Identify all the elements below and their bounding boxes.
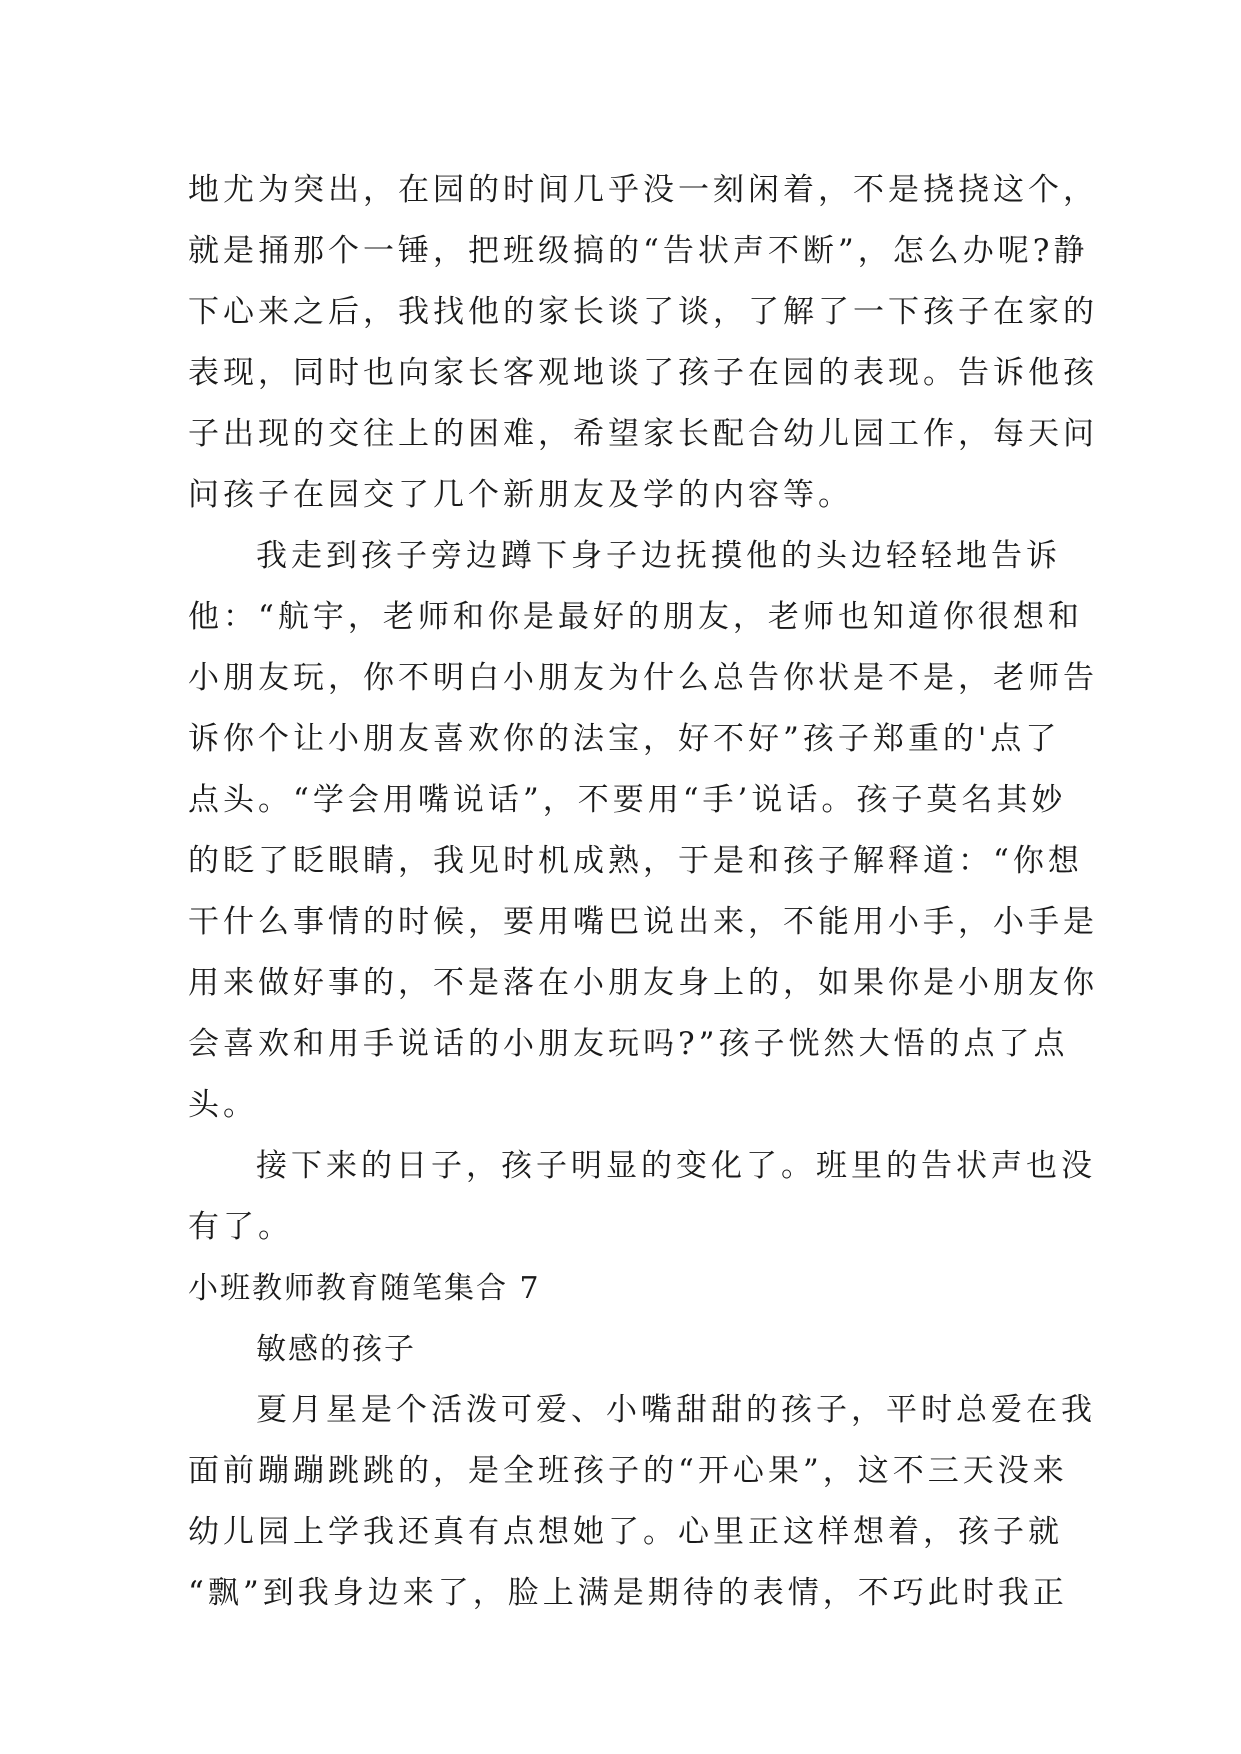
text-line: 他：“航宇，老师和你是最好的朋友，老师也知道你很想和 xyxy=(188,599,1083,635)
text-line: 头。 xyxy=(188,1087,258,1123)
section-heading: 小班教师教育随笔集合 7 xyxy=(188,1271,541,1306)
text-line: 诉你个让小朋友喜欢你的法宝，好不好”孩子郑重的'点了 xyxy=(188,721,1061,757)
text-line: 夏月星是个活泼可爱、小嘴甜甜的孩子，平时总爱在我 xyxy=(256,1392,1096,1428)
text-line: 小朋友玩，你不明白小朋友为什么总告你状是不是，老师告 xyxy=(188,660,1098,696)
text-line: 地尤为突出，在园的时间几乎没一刻闲着，不是挠挠这个， xyxy=(188,172,1098,208)
paragraph-4 xyxy=(188,1380,1096,1624)
paragraph-1 xyxy=(188,160,1098,526)
text-line: 接下来的日子，孩子明显的变化了。班里的告状声也没 xyxy=(256,1148,1096,1184)
text-line: 下心来之后，我找他的家长谈了谈，了解了一下孩子在家的 xyxy=(188,294,1098,330)
text-line: 表现，同时也向家长客观地谈了孩子在园的表现。告诉他孩 xyxy=(188,355,1098,391)
paragraph-3 xyxy=(188,1136,1096,1258)
text-line: 点头。“学会用嘴说话”，不要用“手’说话。孩子莫名其妙 xyxy=(188,782,1067,818)
text-line: 我走到孩子旁边蹲下身子边抚摸他的头边轻轻地告诉 xyxy=(256,538,1061,574)
text-line: 干什么事情的时候，要用嘴巴说出来，不能用小手，小手是 xyxy=(188,904,1098,940)
text-line: 的眨了眨眼睛，我见时机成熟，于是和孩子解释道：“你想 xyxy=(188,843,1083,879)
text-line: 用来做好事的，不是落在小朋友身上的，如果你是小朋友你 xyxy=(188,965,1098,1001)
text-line: 问孩子在园交了几个新朋友及学的内容等。 xyxy=(188,477,853,513)
text-line: 子出现的交往上的困难，希望家长配合幼儿园工作，每天问 xyxy=(188,416,1098,452)
text-line: “飘”到我身边来了，脸上满是期待的表情，不巧此时我正 xyxy=(188,1575,1068,1611)
subtitle: 敏感的孩子 xyxy=(256,1332,416,1367)
text-line: 面前蹦蹦跳跳的，是全班孩子的“开心果”，这不三天没来 xyxy=(188,1453,1068,1489)
text-line: 会喜欢和用手说话的小朋友玩吗?”孩子恍然大悟的点了点 xyxy=(188,1026,1069,1062)
paragraph-2 xyxy=(188,526,1098,1136)
text-line: 幼儿园上学我还真有点想她了。心里正这样想着，孩子就 xyxy=(188,1514,1063,1550)
document-body xyxy=(188,160,1098,1624)
text-line: 就是捅那个一锤，把班级搞的“告状声不断”，怎么办呢?静 xyxy=(188,233,1089,269)
text-line: 有了。 xyxy=(188,1209,293,1245)
